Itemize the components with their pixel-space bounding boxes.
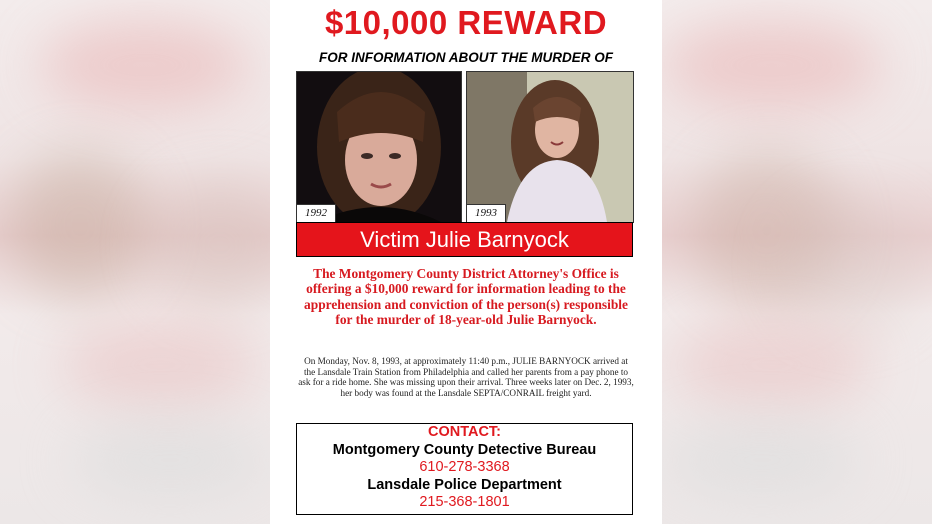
contact-org-detective-bureau: Montgomery County Detective Bureau [332,441,597,458]
contact-heading: CONTACT: [427,424,502,440]
photo-year-label: 1992 [297,204,336,222]
blurred-backdrop-right [662,0,932,524]
victim-name-banner: Victim Julie Barnyock [296,222,633,257]
contact-phone-lansdale-police: 215-368-1801 [419,494,510,510]
reward-headline: $10,000 REWARD [324,4,608,41]
victim-photo-1993 [466,71,634,223]
reward-poster [270,0,662,524]
contact-box [296,423,633,515]
photo-year-label: 1993 [467,204,506,222]
victim-photo-1992 [296,71,462,223]
contact-phone-detective-bureau: 610-278-3368 [419,459,510,475]
blurred-backdrop-left [0,0,270,524]
reward-statement: The Montgomery County District Attorney's Office is offering a $10,000 reward for information leading to the apprehension and conviction of the person(s) responsible for the murder of 18-year-old Julie Barnyock. [304,266,628,327]
incident-description: On Monday, Nov. 8, 1993, at approximately 11:40 p.m., JULIE BARNYOCK arrived at the Lansdale Train Station from Philadelphia and called her parents from a pay phone to ask for a ride home. She was missing upon their arrival. Three weeks later on Dec. 2, 1993, her body was found at the Lansdale SEPTA/CONRAIL freight yard. [298,356,634,398]
poster-subhead: FOR INFORMATION ABOUT THE MURDER OF [319,50,613,65]
contact-org-lansdale-police: Lansdale Police Department [367,476,562,493]
